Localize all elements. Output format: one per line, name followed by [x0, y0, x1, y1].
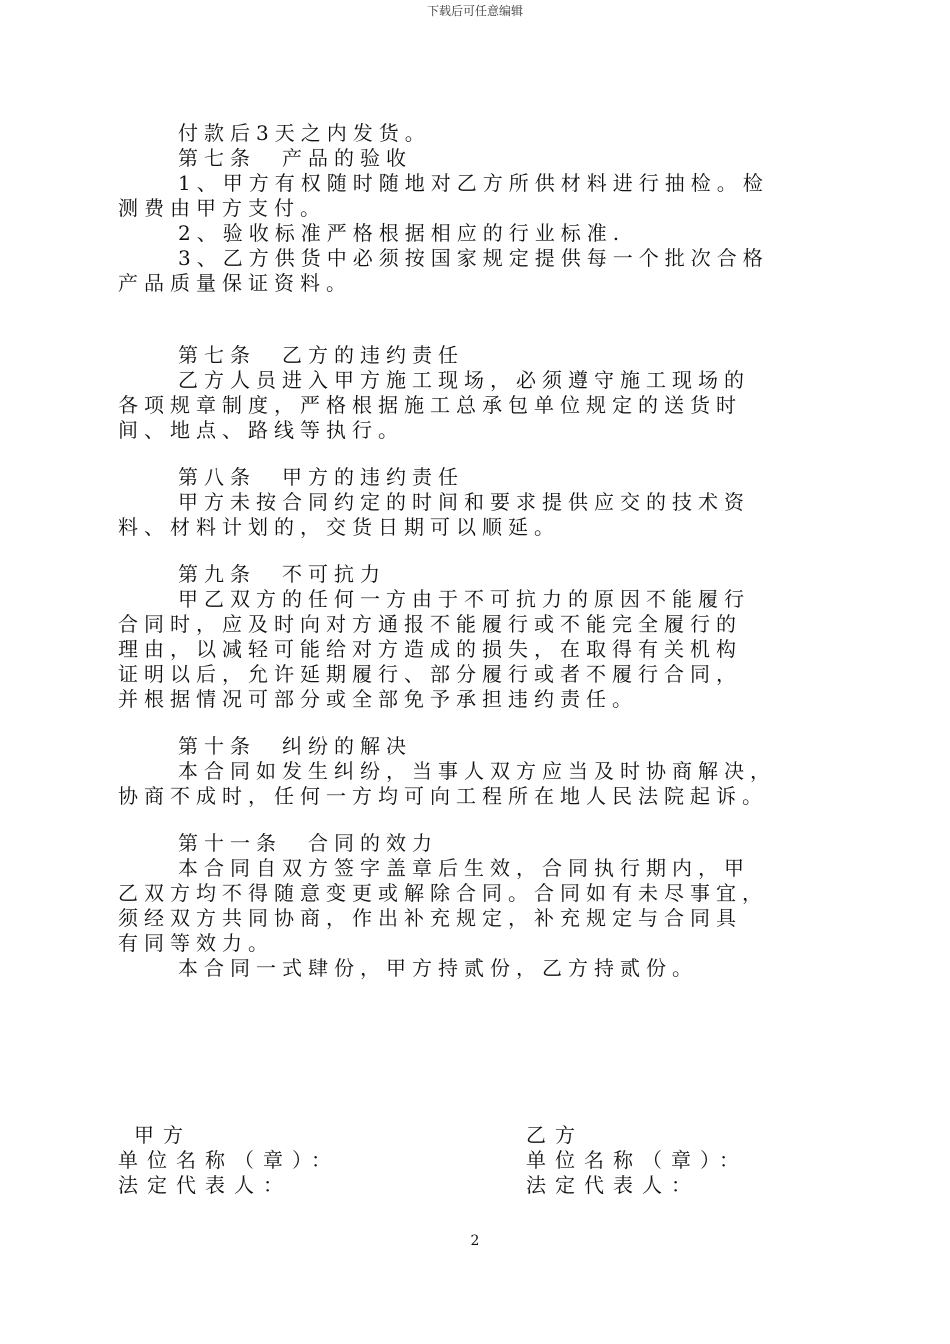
- text-line: 产品质量保证资料。: [118, 271, 352, 295]
- text-line: 有同等效力。: [118, 931, 274, 955]
- text-line: 各项规章制度，严格根据施工总承包单位规定的送货时: [118, 393, 742, 417]
- text-line: 间、地点、路线等执行。: [118, 418, 404, 442]
- text-line: 料、材料计划的，交货日期可以顺延。: [118, 515, 560, 539]
- text-line: 乙方人员进入甲方施工现场，必须遵守施工现场的: [178, 368, 750, 392]
- text-line: 测费由甲方支付。: [118, 196, 326, 220]
- text-line: 本合同自双方签字盖章后生效，合同执行期内，甲: [178, 856, 750, 880]
- text-line: 合同时，应及时向对方通报不能履行或不能完全履行的: [118, 612, 742, 636]
- text-line: 协商不成时，任何一方均可向工程所在地人民法院起诉。: [118, 784, 768, 808]
- text-line: 付款后3天之内发货。: [178, 121, 431, 145]
- spacer: [118, 809, 852, 831]
- text-line: 甲乙双方的任何一方由于不可抗力的原因不能履行: [178, 587, 750, 611]
- contract-body: [118, 121, 852, 981]
- party-a-title: 甲方: [134, 1123, 192, 1147]
- party-b-signature-block: [526, 1123, 846, 1198]
- spacer: [118, 540, 852, 562]
- party-b-rep-label: 法定代表人：: [526, 1173, 700, 1197]
- text-line: 甲方未按合同约定的时间和要求提供应交的技术资: [178, 490, 750, 514]
- text-line: 本合同如发生纠纷，当事人双方应当及时协商解决，: [178, 759, 776, 783]
- article-heading: 第十一条 合同的效力: [178, 831, 438, 855]
- text-line: 乙双方均不得随意变更或解除合同。合同如有未尽事宜，: [118, 881, 768, 905]
- text-line: 理由，以减轻可能给对方造成的损失，在取得有关机构: [118, 637, 742, 661]
- party-a-unit-label: 单位名称（章）：: [118, 1148, 340, 1172]
- party-b-unit-label: 单位名称（章）：: [526, 1148, 748, 1172]
- article-heading: 第七条 乙方的违约责任: [178, 343, 464, 367]
- party-b-title: 乙方: [526, 1123, 584, 1147]
- text-line: 须经双方共同协商，作出补充规定，补充规定与合同具: [118, 906, 742, 930]
- page-number: 2: [470, 1233, 480, 1249]
- spacer: [118, 712, 852, 734]
- text-line: 证明以后，允许延期履行、部分履行或者不履行合同，: [118, 662, 742, 686]
- text-line: 本合同一式肆份，甲方持贰份，乙方持贰份。: [178, 956, 698, 980]
- spacer: [118, 443, 852, 465]
- party-a-rep-label: 法定代表人：: [118, 1173, 292, 1197]
- article-heading: 第十条 纠纷的解决: [178, 734, 412, 758]
- text-line: 3、乙方供货中必须按国家规定提供每一个批次合格: [178, 246, 769, 270]
- spacer: [118, 296, 852, 343]
- text-line: 并根据情况可部分或全部免予承担违约责任。: [118, 687, 638, 711]
- article-heading: 第八条 甲方的违约责任: [178, 465, 464, 489]
- text-line: 1、甲方有权随时随地对乙方所供材料进行抽检。检: [178, 171, 769, 195]
- article-heading: 第九条 不可抗力: [178, 562, 386, 586]
- article-heading: 第七条 产品的验收: [178, 146, 412, 170]
- header-note: 下载后可任意编辑: [426, 4, 523, 18]
- text-line: 2、验收标准严格根据相应的行业标准.: [178, 221, 626, 245]
- party-a-signature-block: [118, 1123, 438, 1198]
